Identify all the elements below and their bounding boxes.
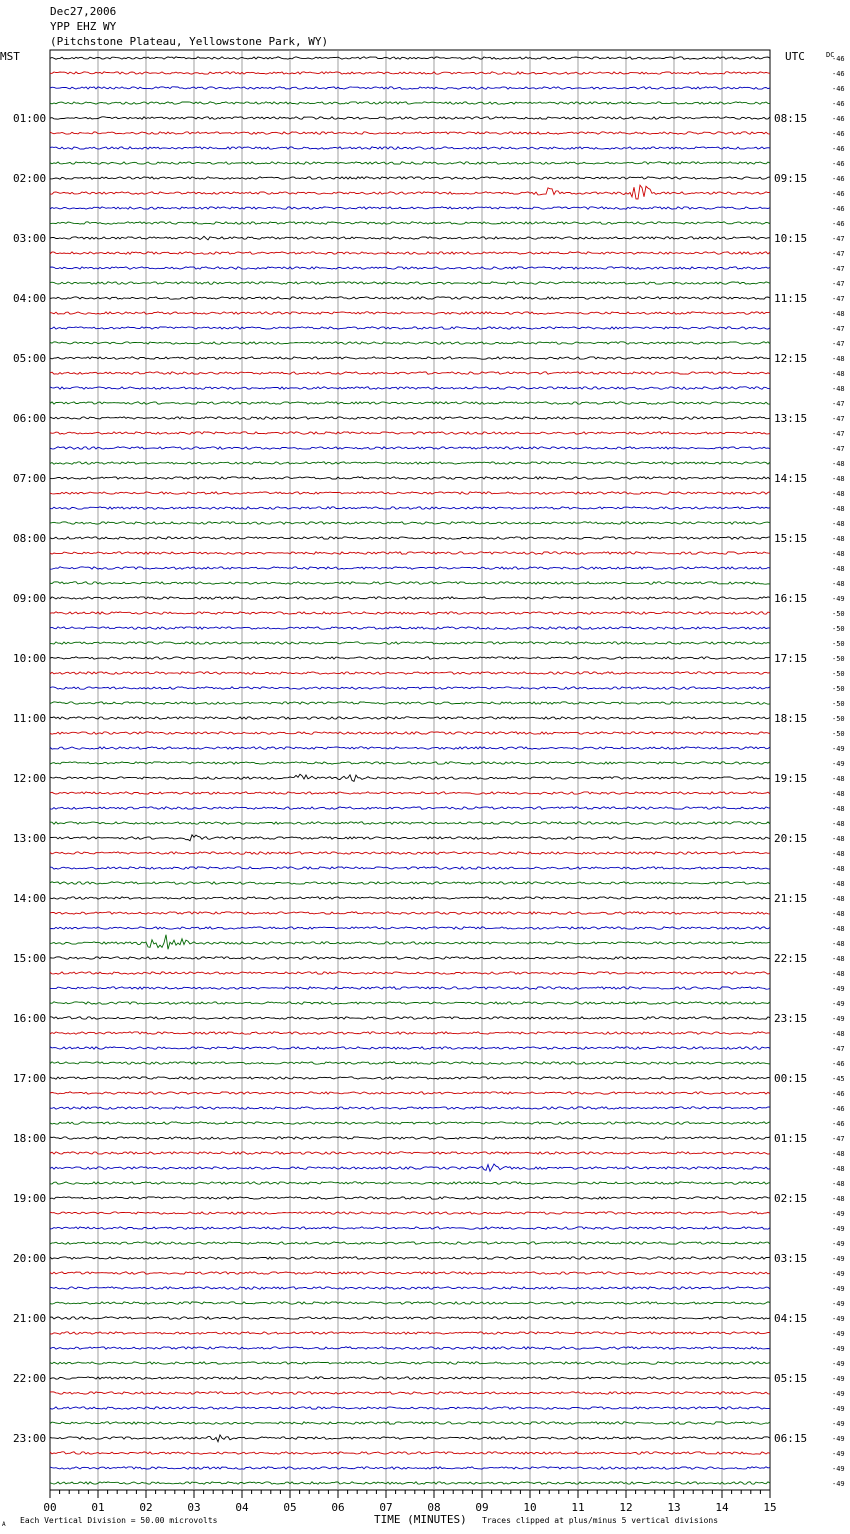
left-time-label: 03:00: [13, 232, 47, 245]
dc-offset-label: -47: [832, 250, 845, 258]
right-timezone-label: UTC: [785, 50, 805, 63]
chart-date: Dec27,2006: [50, 5, 117, 18]
left-time-label: 17:00: [13, 1072, 47, 1085]
dc-offset-label: -50: [832, 655, 845, 663]
station-code: YPP EHZ WY: [50, 20, 117, 33]
left-time-label: 13:00: [13, 832, 47, 845]
right-time-label: 12:15: [774, 352, 808, 365]
dc-offset-label: -48: [832, 310, 845, 318]
dc-offset-label: -50: [832, 730, 845, 738]
right-time-label: 00:15: [774, 1072, 808, 1085]
dc-offset-label: -50: [832, 685, 845, 693]
trace-row: [50, 1377, 770, 1379]
trace-row: [50, 987, 770, 989]
dc-offset-label: -47: [832, 415, 845, 423]
trace-row: [50, 342, 770, 344]
right-time-label: 08:15: [774, 112, 808, 125]
dc-offset-label: -47: [832, 295, 845, 303]
dc-offset-label: -49: [832, 1360, 845, 1368]
dc-offset-label: -46: [832, 175, 845, 183]
trace-row: [50, 1392, 770, 1394]
trace-row: [50, 447, 770, 449]
dc-offset-label: -47: [832, 235, 845, 243]
right-time-label: 06:15: [774, 1432, 808, 1445]
dc-offset-label: -48: [832, 460, 845, 468]
trace-row: [50, 522, 770, 524]
dc-offset-label: -48: [832, 520, 845, 528]
trace-row: [50, 185, 770, 199]
trace-row: [50, 87, 770, 89]
trace-row: [50, 1062, 770, 1064]
left-time-label: 23:00: [13, 1432, 47, 1445]
dc-offset-label: -48: [832, 805, 845, 813]
dc-offset-label: -47: [832, 280, 845, 288]
dc-offset-label: -49: [832, 1000, 845, 1008]
corner-mark: A: [2, 1521, 6, 1528]
dc-offset-label: -49: [832, 1450, 845, 1458]
trace-row: [50, 1317, 770, 1319]
right-time-label: 17:15: [774, 652, 808, 665]
trace-row: [50, 612, 770, 614]
dc-offset-label: -46: [832, 100, 845, 108]
trace-row: [50, 835, 770, 841]
x-tick-label: 06: [331, 1501, 345, 1514]
dc-offset-label: -50: [832, 700, 845, 708]
dc-offset-label: -48: [832, 1165, 845, 1173]
trace-row: [50, 1032, 770, 1034]
x-axis-title: TIME (MINUTES): [374, 1513, 467, 1526]
trace-row: [50, 147, 770, 149]
right-time-label: 04:15: [774, 1312, 808, 1325]
trace-row: [50, 357, 770, 359]
trace-row: [50, 927, 770, 929]
dc-offset-label: -46: [832, 220, 845, 228]
dc-offset-label: -49: [832, 1270, 845, 1278]
trace-row: [50, 1407, 770, 1409]
x-tick-label: 05: [283, 1501, 297, 1514]
left-time-label: 06:00: [13, 412, 47, 425]
dc-label: DC: [826, 51, 835, 59]
trace-row: [50, 1435, 770, 1442]
trace-row: [50, 477, 770, 479]
trace-row: [50, 372, 770, 374]
dc-offset-label: -47: [832, 1135, 845, 1143]
right-time-label: 02:15: [774, 1192, 808, 1205]
dc-offset-label: -48: [832, 490, 845, 498]
trace-row: [50, 117, 770, 119]
trace-row: [50, 72, 770, 74]
dc-offset-label: -49: [832, 760, 845, 768]
trace-row: [50, 236, 770, 240]
trace-row: [50, 252, 770, 254]
dc-offset-label: -49: [832, 1480, 845, 1488]
trace-row: [50, 1137, 770, 1139]
right-time-label: 13:15: [774, 412, 808, 425]
dc-offset-label: -48: [832, 880, 845, 888]
trace-row: [50, 102, 770, 104]
trace-row: [50, 1212, 770, 1214]
right-time-label: 14:15: [774, 472, 808, 485]
right-time-label: 09:15: [774, 172, 808, 185]
trace-row: [50, 1452, 770, 1454]
left-time-label: 07:00: [13, 472, 47, 485]
trace-row: [50, 642, 770, 644]
dc-offset-label: -49: [832, 1315, 845, 1323]
right-time-label: 22:15: [774, 952, 808, 965]
trace-row: [50, 1362, 770, 1364]
right-time-label: 16:15: [774, 592, 808, 605]
left-time-label: 05:00: [13, 352, 47, 365]
right-time-label: 19:15: [774, 772, 808, 785]
trace-row: [50, 935, 770, 950]
trace-row: [50, 132, 770, 134]
dc-offset-label: -46: [832, 70, 845, 78]
dc-offset-label: -49: [832, 595, 845, 603]
left-time-label: 08:00: [13, 532, 47, 545]
trace-row: [50, 1122, 770, 1124]
x-tick-label: 03: [187, 1501, 201, 1514]
trace-row: [50, 732, 770, 734]
left-time-label: 12:00: [13, 772, 47, 785]
dc-offset-label: -48: [832, 820, 845, 828]
right-time-label: 11:15: [774, 292, 808, 305]
right-time-label: 18:15: [774, 712, 808, 725]
dc-offset-label: -47: [832, 400, 845, 408]
dc-offset-label: -48: [832, 925, 845, 933]
trace-row: [50, 312, 770, 314]
left-time-label: 01:00: [13, 112, 47, 125]
trace-row: [50, 627, 770, 629]
dc-offset-label: -46: [832, 115, 845, 123]
left-time-label: 10:00: [13, 652, 47, 665]
trace-row: [50, 327, 770, 329]
trace-row: [50, 1107, 770, 1109]
dc-offset-label: -49: [832, 1210, 845, 1218]
trace-row: [50, 1017, 770, 1019]
x-tick-label: 07: [379, 1501, 393, 1514]
dc-offset-label: -46: [832, 1090, 845, 1098]
trace-row: [50, 852, 770, 854]
trace-row: [50, 822, 770, 824]
dc-offset-label: -48: [832, 775, 845, 783]
trace-row: [50, 1077, 770, 1079]
trace-row: [50, 582, 770, 584]
trace-row: [50, 1002, 770, 1004]
dc-offset-label: -48: [832, 955, 845, 963]
trace-row: [50, 297, 770, 299]
trace-row: [50, 222, 770, 224]
trace-row: [50, 1332, 770, 1334]
dc-offset-label: -46: [832, 1105, 845, 1113]
dc-offset-label: -49: [832, 1435, 845, 1443]
dc-offset-label: -48: [832, 505, 845, 513]
trace-row: [50, 762, 770, 764]
trace-row: [50, 1482, 770, 1484]
x-tick-label: 00: [43, 1501, 57, 1514]
left-time-label: 21:00: [13, 1312, 47, 1325]
right-time-label: 21:15: [774, 892, 808, 905]
trace-row: [50, 702, 770, 704]
trace-row: [50, 432, 770, 434]
trace-row: [50, 1197, 770, 1199]
dc-offset-label: -48: [832, 1030, 845, 1038]
dc-offset-label: -47: [832, 445, 845, 453]
trace-row: [50, 1152, 770, 1154]
dc-offset-label: -46: [832, 205, 845, 213]
dc-offset-label: -48: [832, 535, 845, 543]
trace-row: [50, 1467, 770, 1469]
left-time-label: 11:00: [13, 712, 47, 725]
dc-offset-label: -49: [832, 1225, 845, 1233]
dc-offset-label: -48: [832, 970, 845, 978]
trace-row: [50, 867, 770, 869]
dc-offset-label: -46: [832, 160, 845, 168]
trace-row: [50, 672, 770, 674]
dc-offset-label: -50: [832, 610, 845, 618]
trace-row: [50, 912, 770, 914]
x-tick-label: 13: [667, 1501, 681, 1514]
trace-row: [50, 387, 770, 389]
right-time-label: 05:15: [774, 1372, 808, 1385]
trace-row: [50, 1347, 770, 1349]
dc-offset-label: -49: [832, 1345, 845, 1353]
dc-offset-label: -49: [832, 1300, 845, 1308]
dc-offset-label: -47: [832, 430, 845, 438]
left-time-label: 02:00: [13, 172, 47, 185]
dc-offset-label: -49: [832, 1240, 845, 1248]
trace-row: [50, 1287, 770, 1289]
trace-row: [50, 537, 770, 539]
dc-offset-label: -47: [832, 265, 845, 273]
right-time-label: 03:15: [774, 1252, 808, 1265]
trace-row: [50, 1182, 770, 1184]
dc-offset-label: -49: [832, 1285, 845, 1293]
left-timezone-label: MST: [0, 50, 20, 63]
dc-offset-label: -50: [832, 670, 845, 678]
trace-row: [50, 402, 770, 404]
dc-offset-label: -48: [832, 355, 845, 363]
left-time-label: 15:00: [13, 952, 47, 965]
trace-row: [50, 1422, 770, 1424]
trace-row: [50, 1302, 770, 1304]
right-time-label: 01:15: [774, 1132, 808, 1145]
dc-offset-label: -49: [832, 1375, 845, 1383]
dc-offset-label: -49: [832, 1390, 845, 1398]
dc-offset-label: -49: [832, 1420, 845, 1428]
x-tick-label: 01: [91, 1501, 105, 1514]
x-tick-label: 11: [571, 1501, 585, 1514]
dc-offset-label: -48: [832, 550, 845, 558]
dc-offset-label: -47: [832, 340, 845, 348]
dc-offset-label: -48: [832, 910, 845, 918]
trace-row: [50, 57, 770, 59]
dc-offset-label: -46: [832, 1060, 845, 1068]
trace-row: [50, 717, 770, 719]
dc-offset-label: -49: [832, 1405, 845, 1413]
dc-offset-label: -48: [832, 1150, 845, 1158]
left-time-label: 09:00: [13, 592, 47, 605]
trace-row: [50, 972, 770, 974]
x-tick-label: 04: [235, 1501, 249, 1514]
dc-offset-label: -46: [832, 190, 845, 198]
dc-offset-label: -49: [832, 1255, 845, 1263]
station-location: (Pitchstone Plateau, Yellowstone Park, WY): [50, 35, 329, 48]
dc-offset-label: -49: [832, 745, 845, 753]
dc-offset-label: -45: [832, 1075, 845, 1083]
dc-offset-label: -48: [832, 370, 845, 378]
left-time-label: 16:00: [13, 1012, 47, 1025]
clip-note: Traces clipped at plus/minus 5 vertical divisions: [482, 1516, 719, 1525]
trace-row: [50, 657, 770, 659]
x-tick-label: 15: [763, 1501, 777, 1514]
x-tick-label: 08: [427, 1501, 441, 1514]
right-time-label: 23:15: [774, 1012, 808, 1025]
dc-offset-label: -49: [832, 1015, 845, 1023]
dc-offset-label: -49: [832, 1465, 845, 1473]
trace-row: [50, 507, 770, 509]
trace-row: [50, 1257, 770, 1259]
trace-row: [50, 792, 770, 794]
trace-row: [50, 687, 770, 689]
x-tick-label: 14: [715, 1501, 729, 1514]
dc-offset-label: -48: [832, 895, 845, 903]
dc-offset-label: -48: [832, 580, 845, 588]
dc-offset-label: -50: [832, 625, 845, 633]
trace-row: [50, 177, 770, 179]
dc-offset-label: -48: [832, 1180, 845, 1188]
x-tick-label: 10: [523, 1501, 537, 1514]
dc-offset-label: -46: [832, 85, 845, 93]
left-time-label: 18:00: [13, 1132, 47, 1145]
dc-offset-label: -48: [832, 475, 845, 483]
trace-row: [50, 492, 770, 494]
scale-note: Each Vertical Division = 50.00 microvolts: [20, 1516, 218, 1525]
trace-row: [50, 462, 770, 464]
trace-row: [50, 1227, 770, 1229]
dc-offset-label: -48: [832, 790, 845, 798]
trace-row: [50, 747, 770, 749]
dc-offset-label: -48: [832, 850, 845, 858]
trace-row: [50, 267, 770, 269]
trace-row: [50, 417, 770, 419]
trace-row: [50, 597, 770, 599]
dc-offset-label: -48: [832, 940, 845, 948]
trace-row: [50, 882, 770, 884]
dc-offset-label: -46: [832, 55, 845, 63]
x-tick-label: 02: [139, 1501, 153, 1514]
right-time-label: 10:15: [774, 232, 808, 245]
dc-offset-label: -46: [832, 1120, 845, 1128]
trace-row: [50, 1272, 770, 1274]
dc-offset-label: -47: [832, 1045, 845, 1053]
dc-offset-label: -50: [832, 715, 845, 723]
trace-row: [50, 774, 770, 781]
trace-row: [50, 207, 770, 209]
trace-row: [50, 567, 770, 569]
trace-row: [50, 552, 770, 554]
dc-offset-label: -48: [832, 865, 845, 873]
x-tick-label: 12: [619, 1501, 633, 1514]
dc-offset-label: -48: [832, 835, 845, 843]
trace-row: [50, 957, 770, 959]
dc-offset-label: -50: [832, 640, 845, 648]
right-time-label: 15:15: [774, 532, 808, 545]
trace-row: [50, 1164, 770, 1171]
dc-offset-label: -48: [832, 385, 845, 393]
dc-offset-label: -47: [832, 325, 845, 333]
dc-offset-label: -48: [832, 1195, 845, 1203]
trace-row: [50, 282, 770, 284]
dc-offset-label: -49: [832, 1330, 845, 1338]
x-tick-label: 09: [475, 1501, 489, 1514]
left-time-label: 22:00: [13, 1372, 47, 1385]
left-time-label: 19:00: [13, 1192, 47, 1205]
trace-row: [50, 1047, 770, 1049]
dc-offset-label: -48: [832, 565, 845, 573]
left-time-label: 14:00: [13, 892, 47, 905]
dc-offset-label: -49: [832, 985, 845, 993]
dc-offset-label: -46: [832, 130, 845, 138]
trace-row: [50, 1242, 770, 1244]
trace-row: [50, 807, 770, 809]
left-time-label: 04:00: [13, 292, 47, 305]
dc-offset-label: -46: [832, 145, 845, 153]
trace-row: [50, 162, 770, 164]
trace-row: [50, 897, 770, 899]
trace-row: [50, 1092, 770, 1094]
left-time-label: 20:00: [13, 1252, 47, 1265]
right-time-label: 20:15: [774, 832, 808, 845]
